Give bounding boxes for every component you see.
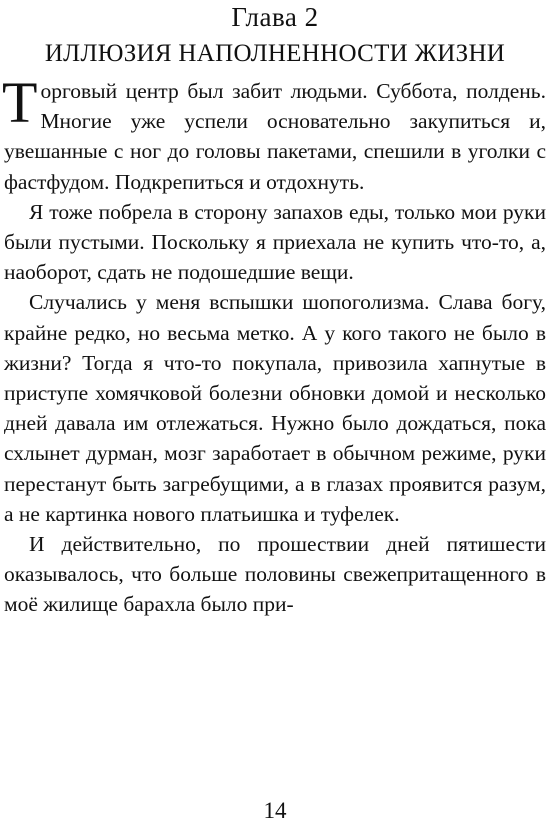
chapter-title: ИЛЛЮЗИЯ НАПОЛНЕННОСТИ ЖИЗНИ [44, 40, 506, 67]
paragraph-3: Случались у меня вспышки шопоголизма. Слава богу, крайне редко, но весьма метко. А у кого такого не было в жизни? Тогда я что-то покупала, привозила хапнутые в приступе хомячковой болезни обновки домой и несколько дней давала им отлежаться. Нужно было дождаться, пока схлынет дурман, мозг заработает в обычном режиме, руки перестанут быть загребущими, а в глазах проявится разум, а не картинка нового платьишка и туфелек. [4, 290, 546, 526]
drop-cap: Т [2, 70, 38, 135]
paragraph-1 [2, 70, 546, 197]
paragraph-2: Я тоже побрела в сторону запахов еды, только мои руки были пустыми. Поскольку я приехала не купить что-то, а, наоборот, сдать не подошедшие вещи. [4, 199, 546, 285]
paragraph-1-text: орговый центр был забит людьми. Суббота, полдень. Многие уже успели основательно закупиться и, увешанные с ног до головы пакетами, спешили в уголки с фастфудом. Подкрепиться и отдохнуть. [4, 79, 546, 194]
paragraph-4: И действительно, по прошествии дней пятишести оказывалось, что больше половины свежепритащенного в моё жилище барахла было при- [4, 532, 546, 617]
chapter-label: Глава 2 [231, 2, 319, 32]
body-text [2, 70, 546, 620]
page-number: 14 [263, 798, 287, 823]
